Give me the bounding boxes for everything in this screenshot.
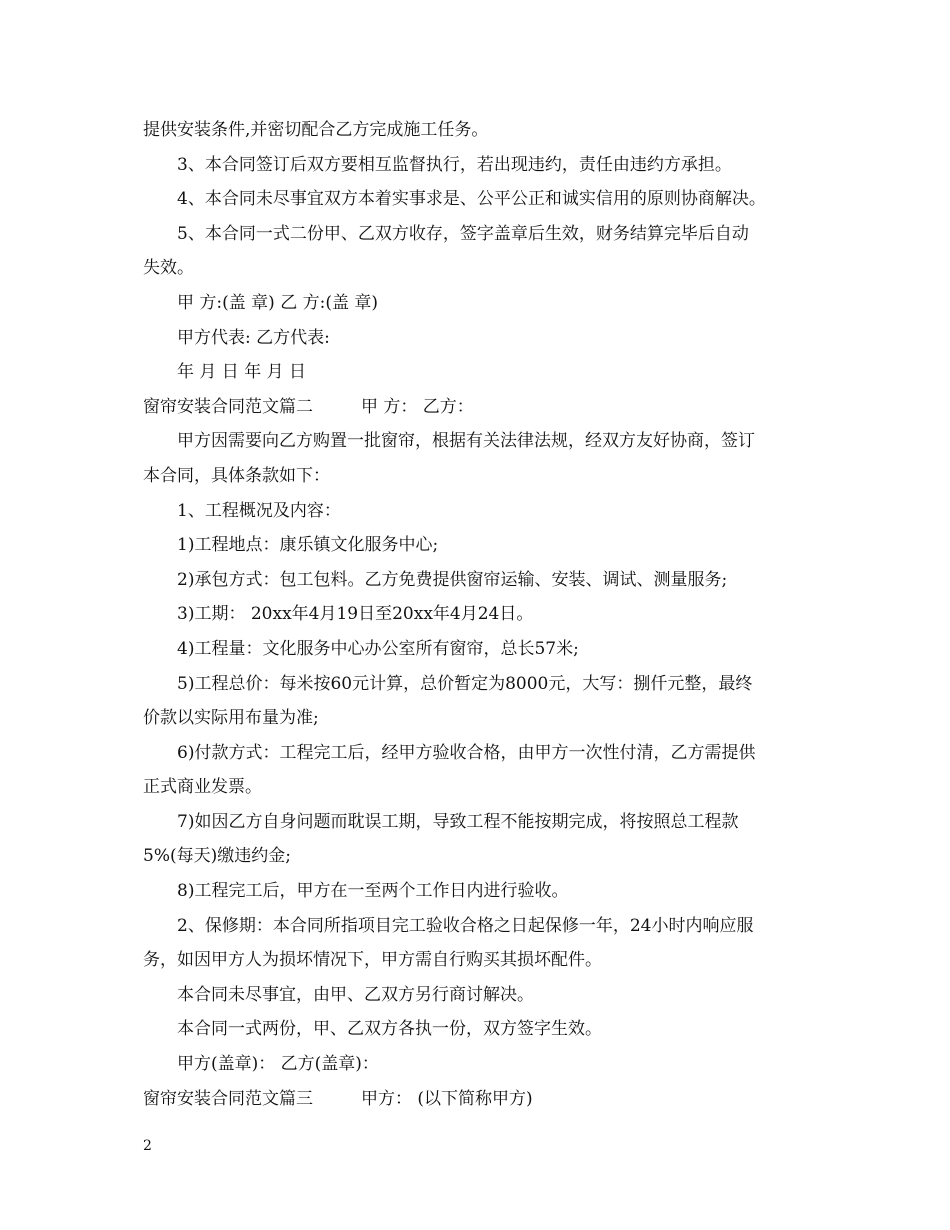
text-line xyxy=(143,286,815,321)
line-text: 6)付款方式：工程完工后，经甲方验收合格，由甲方一次性付清，乙方需提供 xyxy=(177,742,756,763)
text-line xyxy=(143,770,815,805)
line-text: 3、本合同签订后双方要相互监督执行，若出现违约，责任由违约方承担。 xyxy=(177,154,732,175)
line-text: 7)如因乙方自身问题而耽误工期，导致工程不能按期完成，将按照总工程款 xyxy=(177,811,739,832)
line-text: 本合同未尽事宜，由甲、乙双方另行商讨解决。 xyxy=(177,984,534,1005)
text-line xyxy=(143,1047,815,1082)
line-text: 甲 方:(盖 章) 乙 方:(盖 章) xyxy=(177,292,379,313)
line-text-secondary: 甲方： (以下简称甲方) xyxy=(361,1088,533,1109)
text-line xyxy=(143,874,815,909)
line-text: 年 月 日 年 月 日 xyxy=(177,362,307,383)
text-line xyxy=(143,321,815,356)
line-text: 5、本合同一式二份甲、乙双方收存，签字盖章后生效，财务结算完毕后自动 xyxy=(177,223,749,244)
line-text: 甲方(盖章)： 乙方(盖章)： xyxy=(177,1054,379,1075)
page-number: 2 xyxy=(143,1138,152,1154)
line-text: 提供安装条件,并密切配合乙方完成施工任务。 xyxy=(143,120,489,140)
line-text: 甲方代表: 乙方代表: xyxy=(177,327,330,348)
text-line xyxy=(143,148,815,183)
line-text: 甲方因需要向乙方购置一批窗帘，根据有关法律法规，经双方友好协商，签订 xyxy=(177,431,755,452)
text-line xyxy=(143,909,815,944)
line-text-secondary: 甲 方： 乙方： xyxy=(361,396,474,417)
text-line xyxy=(143,701,815,736)
line-text: 4)工程量：文化服务中心办公室所有窗帘，总长57米; xyxy=(177,638,579,659)
text-line xyxy=(143,736,815,771)
document-body xyxy=(143,113,815,1116)
text-line xyxy=(143,528,815,563)
line-text: 8)工程完工后，甲方在一至两个工作日内进行验收。 xyxy=(177,881,569,902)
text-line xyxy=(143,424,815,459)
line-text: 5%(每天)缴违约金; xyxy=(143,846,291,867)
text-line xyxy=(143,839,815,874)
text-line xyxy=(143,632,815,667)
text-line xyxy=(143,978,815,1013)
line-text: 窗帘安装合同范文篇二 xyxy=(143,396,313,417)
text-line xyxy=(143,390,815,425)
line-text: 价款以实际用布量为准; xyxy=(143,708,319,729)
text-line xyxy=(143,251,815,286)
text-line xyxy=(143,943,815,978)
line-text: 2、保修期：本合同所指项目完工验收合格之日起保修一年，24小时内响应服 xyxy=(177,915,754,936)
line-text: 5)工程总价：每米按60元计算，总价暂定为8000元，大写：捌仟元整，最终 xyxy=(177,673,753,694)
line-text: 窗帘安装合同范文篇三 xyxy=(143,1088,313,1109)
text-line xyxy=(143,1012,815,1047)
line-text: 3)工期： 20xx年4月19日至20xx年4月24日。 xyxy=(177,604,534,625)
line-text: 1)工程地点：康乐镇文化服务中心; xyxy=(177,535,439,556)
text-line xyxy=(143,113,815,148)
text-line xyxy=(143,182,815,217)
text-line xyxy=(143,563,815,598)
line-text: 本合同，具体条款如下： xyxy=(143,465,330,486)
text-line xyxy=(143,494,815,529)
line-text: 正式商业发票。 xyxy=(143,777,262,798)
text-line xyxy=(143,459,815,494)
text-line xyxy=(143,1082,815,1117)
line-text: 本合同一式两份，甲、乙双方各执一份，双方签字生效。 xyxy=(177,1019,602,1040)
line-text: 1、工程概况及内容： xyxy=(177,500,341,521)
line-text: 4、本合同未尽事宜双方本着实事求是、公平公正和诚实信用的原则协商解决。 xyxy=(177,189,766,210)
line-text: 务，如因甲方人为损坏情况下，甲方需自行购买其损坏配件。 xyxy=(143,950,602,971)
text-line xyxy=(143,667,815,702)
text-line xyxy=(143,355,815,390)
line-text: 2)承包方式：包工包料。乙方免费提供窗帘运输、安装、调试、测量服务; xyxy=(177,569,728,590)
text-line xyxy=(143,805,815,840)
line-text: 失效。 xyxy=(143,258,194,279)
text-line xyxy=(143,597,815,632)
text-line xyxy=(143,217,815,252)
